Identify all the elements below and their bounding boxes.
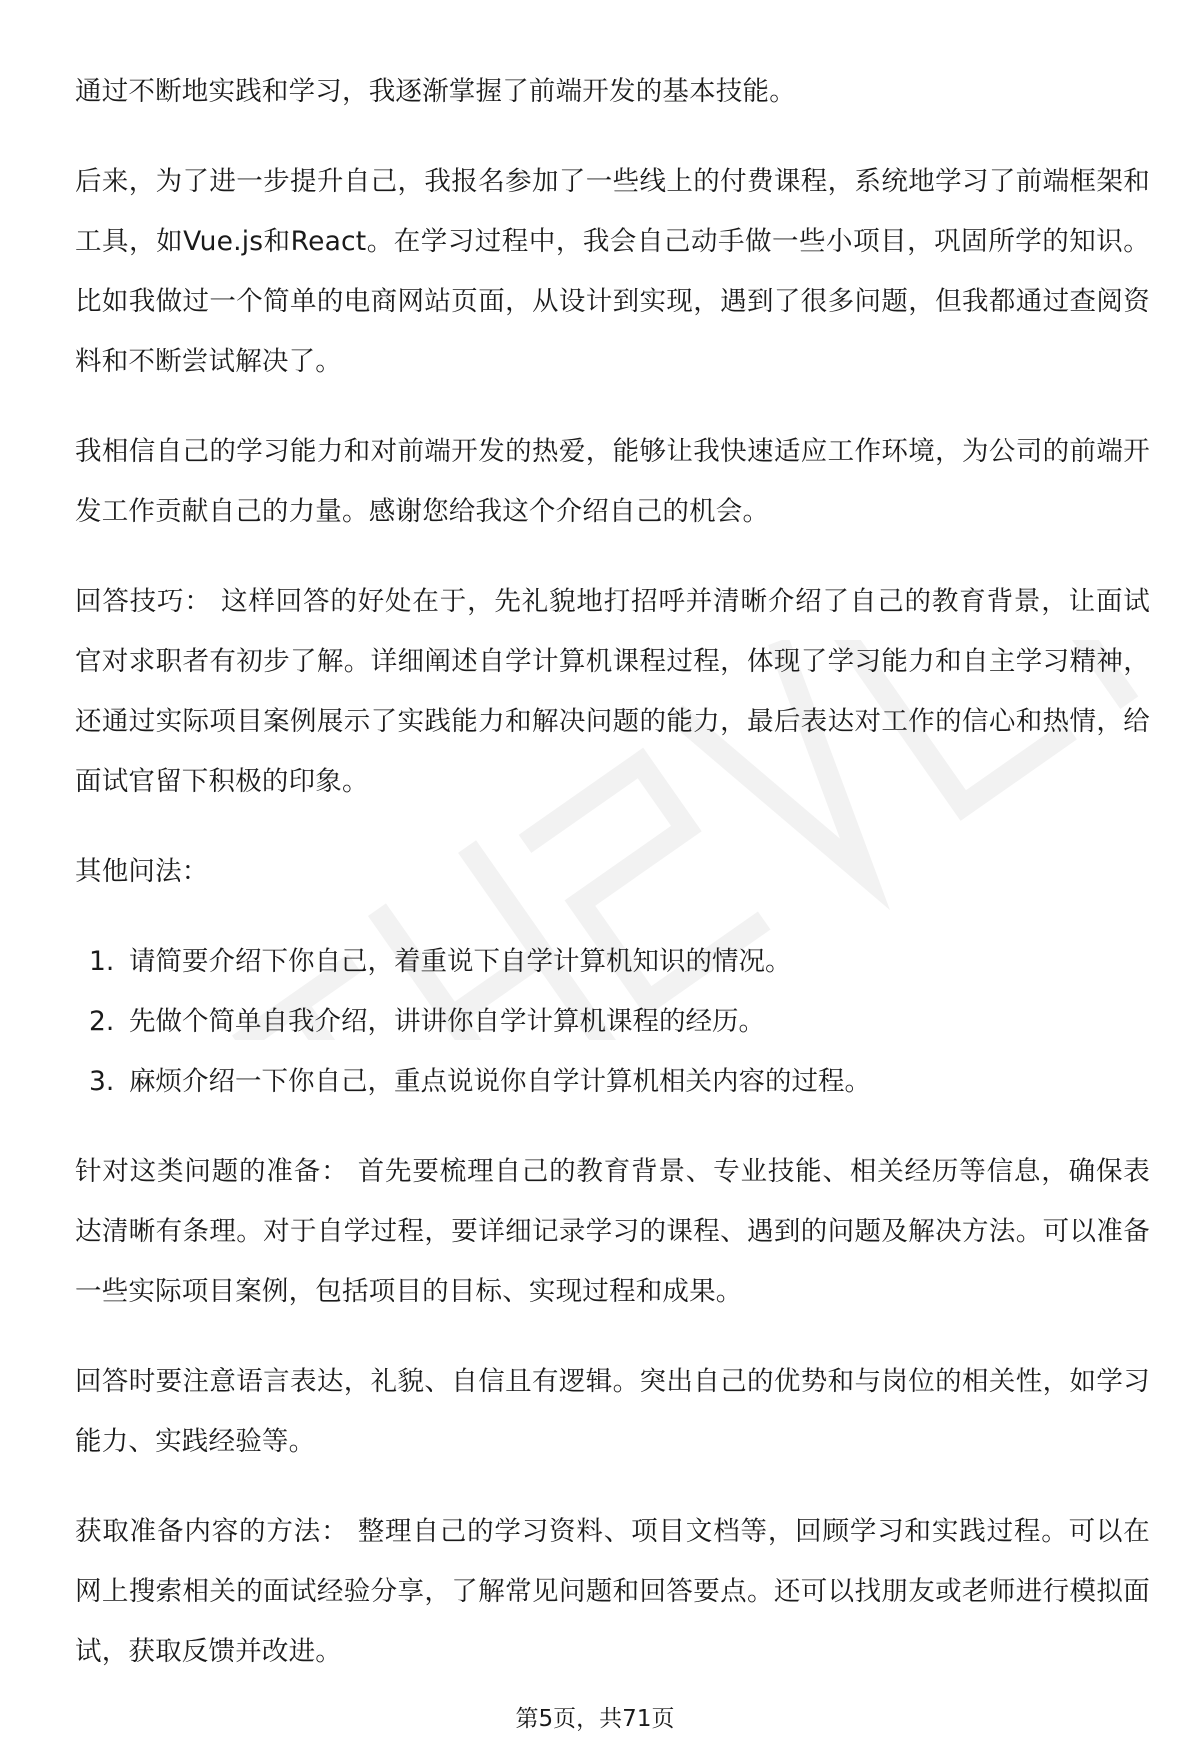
paragraph-answer-tips: 回答技巧： 这样回答的好处在于，先礼貌地打招呼并清晰介绍了自己的教育背景，让面试官对求职者有初步了解。详细阐述自学计算机课程过程，体现了学习能力和自主学习精神，还通过实际项目案例展示了实践能力和解决问题的能力，最后表达对工作的信心和热情，给面试官留下积极的印象。 xyxy=(75,586,1150,797)
list-item-number: 3. xyxy=(89,1066,115,1097)
list-item-text: 麻烦介绍一下你自己，重点说说你自学计算机相关内容的过程。 xyxy=(129,1066,871,1097)
list-item xyxy=(75,992,1150,1052)
paragraph-answer-attention: 回答时要注意语言表达，礼貌、自信且有逻辑。突出自己的优势和与岗位的相关性，如学习能力、实践经验等。 xyxy=(75,1366,1150,1457)
list-item-text: 先做个简单自我介绍，讲讲你自学计算机课程的经历。 xyxy=(129,1006,765,1037)
document-body xyxy=(75,62,1150,1712)
paragraph-obtain-content: 获取准备内容的方法： 整理自己的学习资料、项目文档等，回顾学习和实践过程。可以在网上搜索相关的面试经验分享，了解常见问题和回答要点。还可以找朋友或老师进行模拟面试，获取反馈并改进。 xyxy=(75,1516,1150,1667)
list-item-number: 1. xyxy=(89,946,115,977)
paragraph-practice: 通过不断地实践和学习，我逐渐掌握了前端开发的基本技能。 xyxy=(75,76,796,107)
paragraph-other-questions-heading: 其他问法： xyxy=(75,856,209,887)
list-item-text: 请简要介绍下你自己，着重说下自学计算机知识的情况。 xyxy=(129,946,792,977)
list-item xyxy=(75,932,1150,992)
paragraph-preparation: 针对这类问题的准备： 首先要梳理自己的教育背景、专业技能、相关经历等信息，确保表达清晰有条理。对于自学过程，要详细记录学习的课程、遇到的问题及解决方法。可以准备一些实际项目案例，包括项目的目标、实现过程和成果。 xyxy=(75,1156,1150,1307)
list-item-number: 2. xyxy=(89,1006,115,1037)
paragraph-confidence: 我相信自己的学习能力和对前端开发的热爱，能够让我快速适应工作环境，为公司的前端开发工作贡献自己的力量。感谢您给我这个介绍自己的机会。 xyxy=(75,436,1150,527)
paragraph-paid-courses: 后来，为了进一步提升自己，我报名参加了一些线上的付费课程，系统地学习了前端框架和工具，如Vue.js和React。在学习过程中，我会自己动手做一些小项目，巩固所学的知识。比如我做过一个简单的电商网站页面，从设计到实现，遇到了很多问题，但我都通过查阅资料和不断尝试解决了。 xyxy=(75,166,1150,377)
list-item xyxy=(75,1052,1150,1112)
other-questions-list xyxy=(75,932,1150,1112)
page-number-footer: 第5页，共71页 xyxy=(515,1706,675,1732)
